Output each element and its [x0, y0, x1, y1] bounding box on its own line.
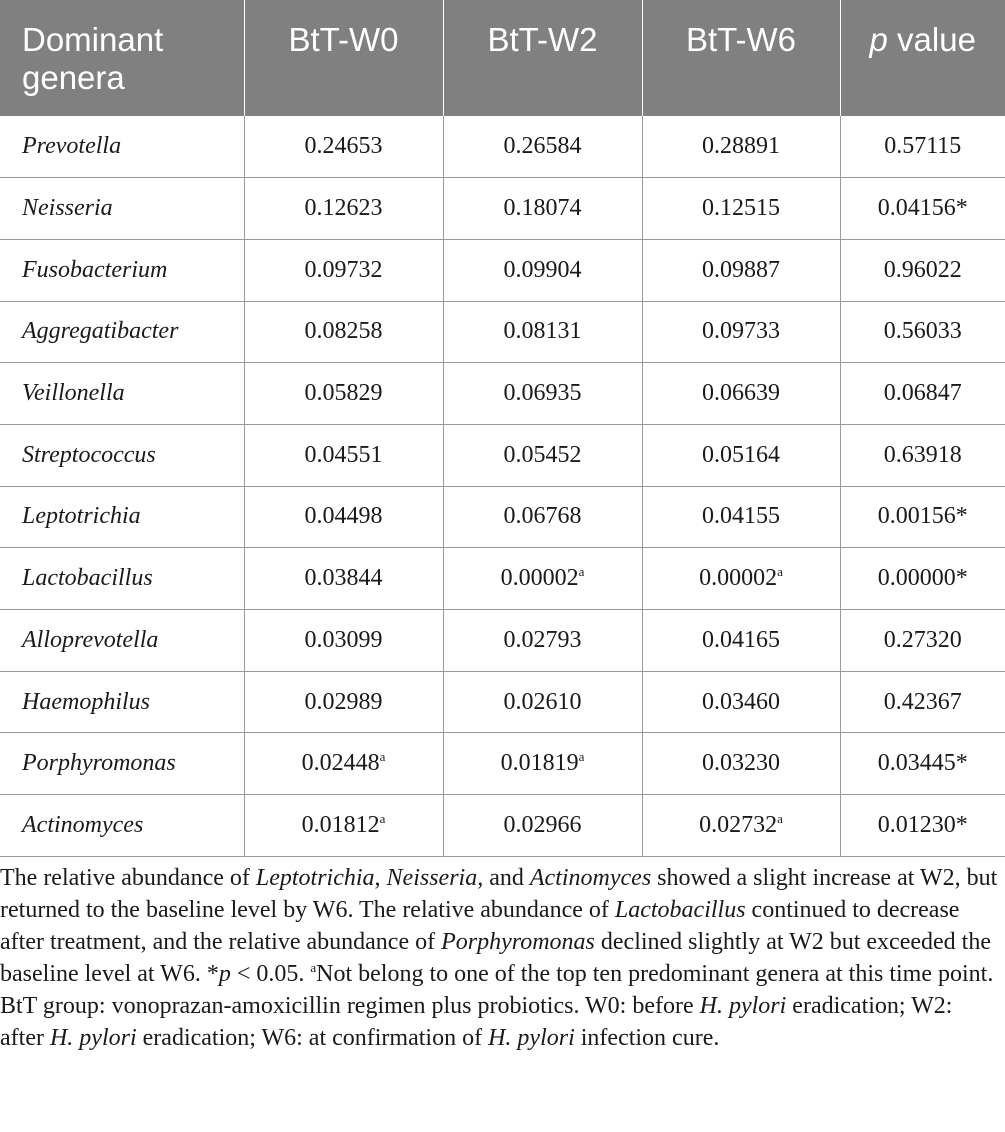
value-cell-w0: [244, 733, 443, 795]
not-top-ten-marker: a: [777, 810, 783, 826]
p-value-cell: 0.96022: [840, 239, 1005, 301]
p-value-cell: 0.27320: [840, 610, 1005, 672]
p-value-cell: 0.42367: [840, 671, 1005, 733]
abundance-value: 0.24653: [304, 133, 383, 160]
abundance-value: 0.12515: [702, 195, 780, 222]
genus-cell: Streptococcus: [0, 424, 244, 486]
value-cell-w2: [443, 671, 642, 733]
value-cell-w6: [642, 486, 840, 548]
header-dominant-genera: [0, 0, 244, 116]
header-p-italic: p: [869, 21, 888, 58]
value-cell-w6: [642, 671, 840, 733]
abundance-value: 0.05164: [702, 441, 780, 468]
table-row: [0, 733, 1005, 795]
value-cell-w6: [642, 795, 840, 857]
footnote-text-6: declined slightly at W2 but exceeded the baseline level at W6. *: [0, 929, 991, 987]
header-dominant-line2: genera: [22, 59, 125, 96]
value-cell-w6: [642, 363, 840, 425]
footnote-text-9: eradication; W2: after: [0, 993, 953, 1051]
abundance-value: 0.01812: [301, 811, 380, 838]
value-cell-w0: [244, 671, 443, 733]
genus-cell: Aggregatibacter: [0, 301, 244, 363]
abundance-value: 0.00002: [699, 565, 778, 592]
p-value-cell: 0.03445*: [840, 733, 1005, 795]
footnote-genus-lactobacillus: Lactobacillus: [614, 897, 746, 923]
p-value-cell: 0.57115: [840, 116, 1005, 178]
value-cell-w2: [443, 301, 642, 363]
p-value-cell: 0.04156*: [840, 178, 1005, 240]
footnote-text-5: continued to decrease after treatment, and the relative abundance of: [0, 897, 960, 955]
abundance-value: 0.04155: [702, 503, 780, 530]
value-cell-w6: [642, 610, 840, 672]
value-cell-w6: [642, 424, 840, 486]
genus-cell: Actinomyces: [0, 795, 244, 857]
footnote-genus-leptotrichia: Leptotrichia: [255, 865, 375, 891]
p-value-cell: 0.63918: [840, 424, 1005, 486]
table-row: [0, 795, 1005, 857]
value-cell-w0: [244, 610, 443, 672]
value-cell-w2: [443, 733, 642, 795]
value-cell-w0: [244, 116, 443, 178]
abundance-value: 0.06768: [503, 503, 582, 530]
abundance-value: 0.04498: [304, 503, 383, 530]
value-cell-w0: [244, 486, 443, 548]
footnote-text-7: < 0.05.: [230, 961, 311, 987]
value-cell-w2: [443, 178, 642, 240]
table-row: [0, 486, 1005, 548]
value-cell-w2: [443, 239, 642, 301]
p-value-cell: 0.56033: [840, 301, 1005, 363]
footnote-genus-porphyromonas: Porphyromonas: [441, 929, 595, 955]
p-value-cell: 0.01230*: [840, 795, 1005, 857]
abundance-value: 0.26584: [503, 133, 582, 160]
abundance-value: 0.02989: [304, 688, 383, 715]
genus-cell: Alloprevotella: [0, 610, 244, 672]
abundance-value: 0.00002: [500, 565, 579, 592]
footnote-text-11: infection cure.: [574, 1025, 720, 1051]
header-row: [0, 0, 1005, 116]
not-top-ten-marker: a: [578, 564, 585, 580]
table-row: [0, 116, 1005, 178]
genus-cell: Veillonella: [0, 363, 244, 425]
p-value-cell: 0.06847: [840, 363, 1005, 425]
value-cell-w6: [642, 548, 840, 610]
table-row: [0, 610, 1005, 672]
table-row: [0, 178, 1005, 240]
value-cell-w0: [244, 548, 443, 610]
p-value-cell: 0.00156*: [840, 486, 1005, 548]
footnote-genus-actinomyces: Actinomyces: [529, 865, 652, 891]
genus-cell: Prevotella: [0, 116, 244, 178]
table-row: [0, 548, 1005, 610]
abundance-value: 0.12623: [304, 195, 383, 222]
abundance-value: 0.02793: [503, 626, 582, 653]
value-cell-w0: [244, 363, 443, 425]
abundance-value: 0.03230: [702, 750, 780, 777]
genus-cell: Leptotrichia: [0, 486, 244, 548]
value-cell-w2: [443, 363, 642, 425]
abundance-value: 0.06935: [503, 380, 582, 407]
header-p-value: [840, 0, 1005, 116]
footnote-text-10: eradication; W6: at confirmation of: [136, 1025, 489, 1051]
footnote-text-4: showed a slight increase at W2, but returned to the baseline level by W6. The relative abundance of: [0, 865, 998, 923]
footnote-h-pylori-1: H. pylori: [699, 993, 787, 1019]
table-row: [0, 301, 1005, 363]
footnote-h-pylori-3: H. pylori: [488, 1025, 575, 1051]
value-cell-w2: [443, 486, 642, 548]
abundance-value: 0.02966: [503, 811, 582, 838]
footnote-text-3: and: [483, 865, 530, 891]
header-btt-w0: BtT-W0: [244, 0, 443, 116]
abundance-value: 0.04165: [702, 626, 780, 653]
footnote-genus-neisseria: Neisseria,: [386, 865, 484, 891]
table-row: [0, 239, 1005, 301]
value-cell-w2: [443, 116, 642, 178]
abundance-value: 0.09732: [304, 256, 383, 283]
value-cell-w0: [244, 424, 443, 486]
not-top-ten-marker: a: [379, 810, 386, 826]
abundance-value: 0.05829: [304, 380, 383, 407]
value-cell-w6: [642, 178, 840, 240]
value-cell-w6: [642, 239, 840, 301]
abundance-value: 0.05452: [503, 441, 582, 468]
abundance-value: 0.06639: [702, 380, 780, 407]
value-cell-w0: [244, 239, 443, 301]
value-cell-w2: [443, 548, 642, 610]
abundance-value: 0.02448: [301, 750, 380, 777]
table-body: [0, 116, 1005, 856]
abundance-value: 0.08131: [503, 318, 582, 345]
value-cell-w2: [443, 610, 642, 672]
footnote-superscript-a: a: [310, 960, 317, 975]
header-btt-w6: BtT-W6: [642, 0, 840, 116]
footnote-h-pylori-2: H. pylori: [49, 1025, 137, 1051]
value-cell-w6: [642, 301, 840, 363]
value-cell-w0: [244, 178, 443, 240]
header-dominant-line1: Dominant: [22, 21, 164, 58]
genus-cell: Fusobacterium: [0, 239, 244, 301]
abundance-value: 0.28891: [702, 133, 780, 160]
value-cell-w0: [244, 301, 443, 363]
genus-cell: Porphyromonas: [0, 733, 244, 795]
table-header: [0, 0, 1005, 116]
header-btt-w2: BtT-W2: [443, 0, 642, 116]
abundance-value: 0.08258: [304, 318, 383, 345]
value-cell-w0: [244, 795, 443, 857]
p-value-cell: 0.00000*: [840, 548, 1005, 610]
abundance-value: 0.09904: [503, 256, 582, 283]
genus-cell: Lactobacillus: [0, 548, 244, 610]
genus-cell: Neisseria: [0, 178, 244, 240]
abundance-value: 0.03844: [304, 565, 383, 592]
abundance-value: 0.02732: [699, 811, 778, 838]
not-top-ten-marker: a: [777, 564, 783, 580]
table-row: [0, 671, 1005, 733]
abundance-value: 0.02610: [503, 688, 582, 715]
value-cell-w6: [642, 116, 840, 178]
not-top-ten-marker: a: [379, 749, 386, 765]
abundance-value: 0.18074: [503, 195, 582, 222]
footnote-text-8: Not belong to one of the top ten predominant genera at this time point. BtT group: vonoprazan-amoxicillin regimen plus probiotics. W0: before: [0, 961, 994, 1019]
footnote-p-italic: p: [218, 961, 231, 987]
genus-cell: Haemophilus: [0, 671, 244, 733]
value-cell-w2: [443, 424, 642, 486]
header-p-rest: value: [887, 21, 976, 58]
footnote-text-2: ,: [374, 865, 387, 891]
table-row: [0, 424, 1005, 486]
abundance-value: 0.09733: [702, 318, 780, 345]
value-cell-w2: [443, 795, 642, 857]
abundance-value: 0.03099: [304, 626, 383, 653]
value-cell-w6: [642, 733, 840, 795]
table-footnote: [0, 862, 1002, 1054]
table-row: [0, 363, 1005, 425]
abundance-value: 0.01819: [500, 750, 579, 777]
abundance-value: 0.04551: [304, 441, 383, 468]
abundance-value: 0.03460: [702, 688, 780, 715]
not-top-ten-marker: a: [578, 749, 585, 765]
footnote-text-1: The relative abundance of: [0, 865, 256, 891]
abundance-value: 0.09887: [702, 256, 780, 283]
